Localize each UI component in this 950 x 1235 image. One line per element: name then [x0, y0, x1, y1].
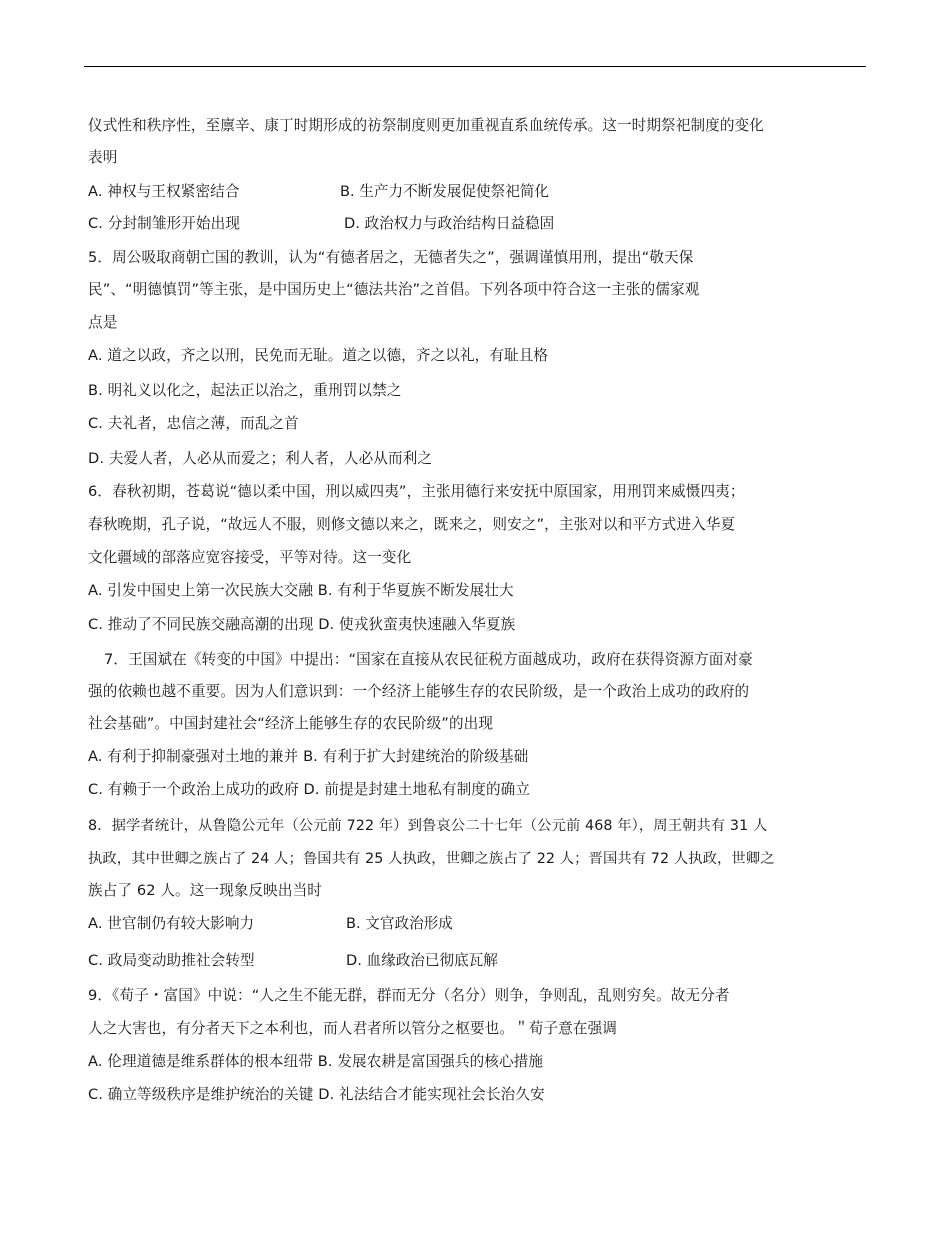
q4-stem-line-1: 仪式性和秩序性，至廪辛、康丁时期形成的祊祭制度则更加重视直系血统传承。这一时期祭祀制度的变化: [88, 117, 764, 134]
q6-options-ab: A. 引发中国史上第一次民族大交融 B. 有利于华夏族不断发展壮大: [88, 582, 514, 599]
q6-options-cd: C. 推动了不同民族交融高潮的出现 D. 使戎狄蛮夷快速融入华夏族: [88, 616, 516, 633]
q8-option-d: D. 血缘政治已彻底瓦解: [346, 952, 498, 969]
q5-stem-line-2: 民”、“明德慎罚”等主张，是中国历史上“德法共治”之首倡。下列各项中符合这一主张的儒家观: [88, 281, 700, 298]
q6-stem-line-1: 6．春秋初期，苍葛说“德以柔中国，刑以威四夷”，主张用德行来安抚中原国家，用刑罚来威慑四夷；: [88, 483, 745, 500]
q8-stem-line-2: 执政，其中世卿之族占了 24 人；鲁国共有 25 人执政，世卿之族占了 22 人；晋国共有 72 人执政，世卿之: [88, 851, 775, 867]
q8-option-b: B. 文官政治形成: [346, 915, 453, 932]
q9-stem-line-1: 9．《荀子・富国》中说：“人之生不能无群，群而无分（名分）则争，争则乱，乱则穷矣。故无分者: [88, 987, 730, 1004]
q9-stem-line-2: 人之大害也，有分者天下之本利也，而人君者所以管分之枢要也。＂荀子意在强调: [88, 1020, 617, 1037]
q5-option-d: D. 夫爱人者，人必从而爱之；利人者，人必从而利之: [88, 450, 433, 467]
q9-options-ab: A. 伦理道德是维系群体的根本纽带 B. 发展农耕是富国强兵的核心措施: [88, 1053, 544, 1070]
q7-stem-line-2: 强的依赖也越不重要。因为人们意识到：一个经济上能够生存的农民阶级，是一个政治上成功的政府的: [88, 683, 750, 700]
q8-option-a: A. 世官制仍有较大影响力: [88, 915, 255, 932]
q8-stem-line-3: 族占了 62 人。这一现象反映出当时: [88, 882, 322, 899]
q4-option-c: C. 分封制雏形开始出现: [88, 215, 241, 232]
q7-stem-line-3: 社会基础”。中国封建社会“经济上能够生存的农民阶级”的出现: [88, 715, 494, 732]
q7-stem-line-1: 7．王国斌在《转变的中国》中提出：“国家在直接从农民征税方面越成功，政府在获得资源方面对豪: [104, 651, 753, 668]
q8-option-c: C. 政局变动助推社会转型: [88, 952, 255, 969]
q4-option-b: B. 生产力不断发展促使祭祀简化: [340, 183, 550, 200]
q5-stem-line-3: 点是: [88, 314, 118, 331]
q8-stem-line-1: 8．据学者统计，从鲁隐公元年（公元前 722 年）到鲁哀公二十七年（公元前 468 年），周王朝共有 31 人: [88, 818, 768, 834]
q7-options-ab: A. 有利于抑制豪强对土地的兼并 B. 有利于扩大封建统治的阶级基础: [88, 748, 529, 765]
q4-stem-line-2: 表明: [88, 149, 118, 166]
q7-options-cd: C. 有赖于一个政治上成功的政府 D. 前提是封建土地私有制度的确立: [88, 781, 531, 798]
q9-options-cd: C. 确立等级秩序是维护统治的关键 D. 礼法结合才能实现社会长治久安: [88, 1086, 545, 1103]
header-rule: [84, 66, 866, 67]
q6-stem-line-2: 春秋晚期，孔子说，“故远人不服，则修文德以来之，既来之，则安之”，主张对以和平方式进入华夏: [88, 516, 736, 533]
q4-option-a: A. 神权与王权紧密结合: [88, 183, 240, 200]
q5-option-c: C. 夫礼者，忠信之薄，而乱之首: [88, 415, 299, 432]
q4-option-d: D. 政治权力与政治结构日益稳固: [344, 215, 555, 232]
q5-option-a: A. 道之以政，齐之以刑，民免而无耻。道之以德，齐之以礼，有耻且格: [88, 347, 549, 364]
q6-stem-line-3: 文化疆域的部落应宽容接受，平等对待。这一变化: [88, 549, 412, 566]
q5-stem-line-1: 5．周公吸取商朝亡国的教训，认为“有德者居之，无德者失之”，强调谨慎用刑，提出“敬天保: [88, 249, 694, 266]
q5-option-b: B. 明礼义以化之，起法正以治之，重刑罚以禁之: [88, 382, 402, 399]
